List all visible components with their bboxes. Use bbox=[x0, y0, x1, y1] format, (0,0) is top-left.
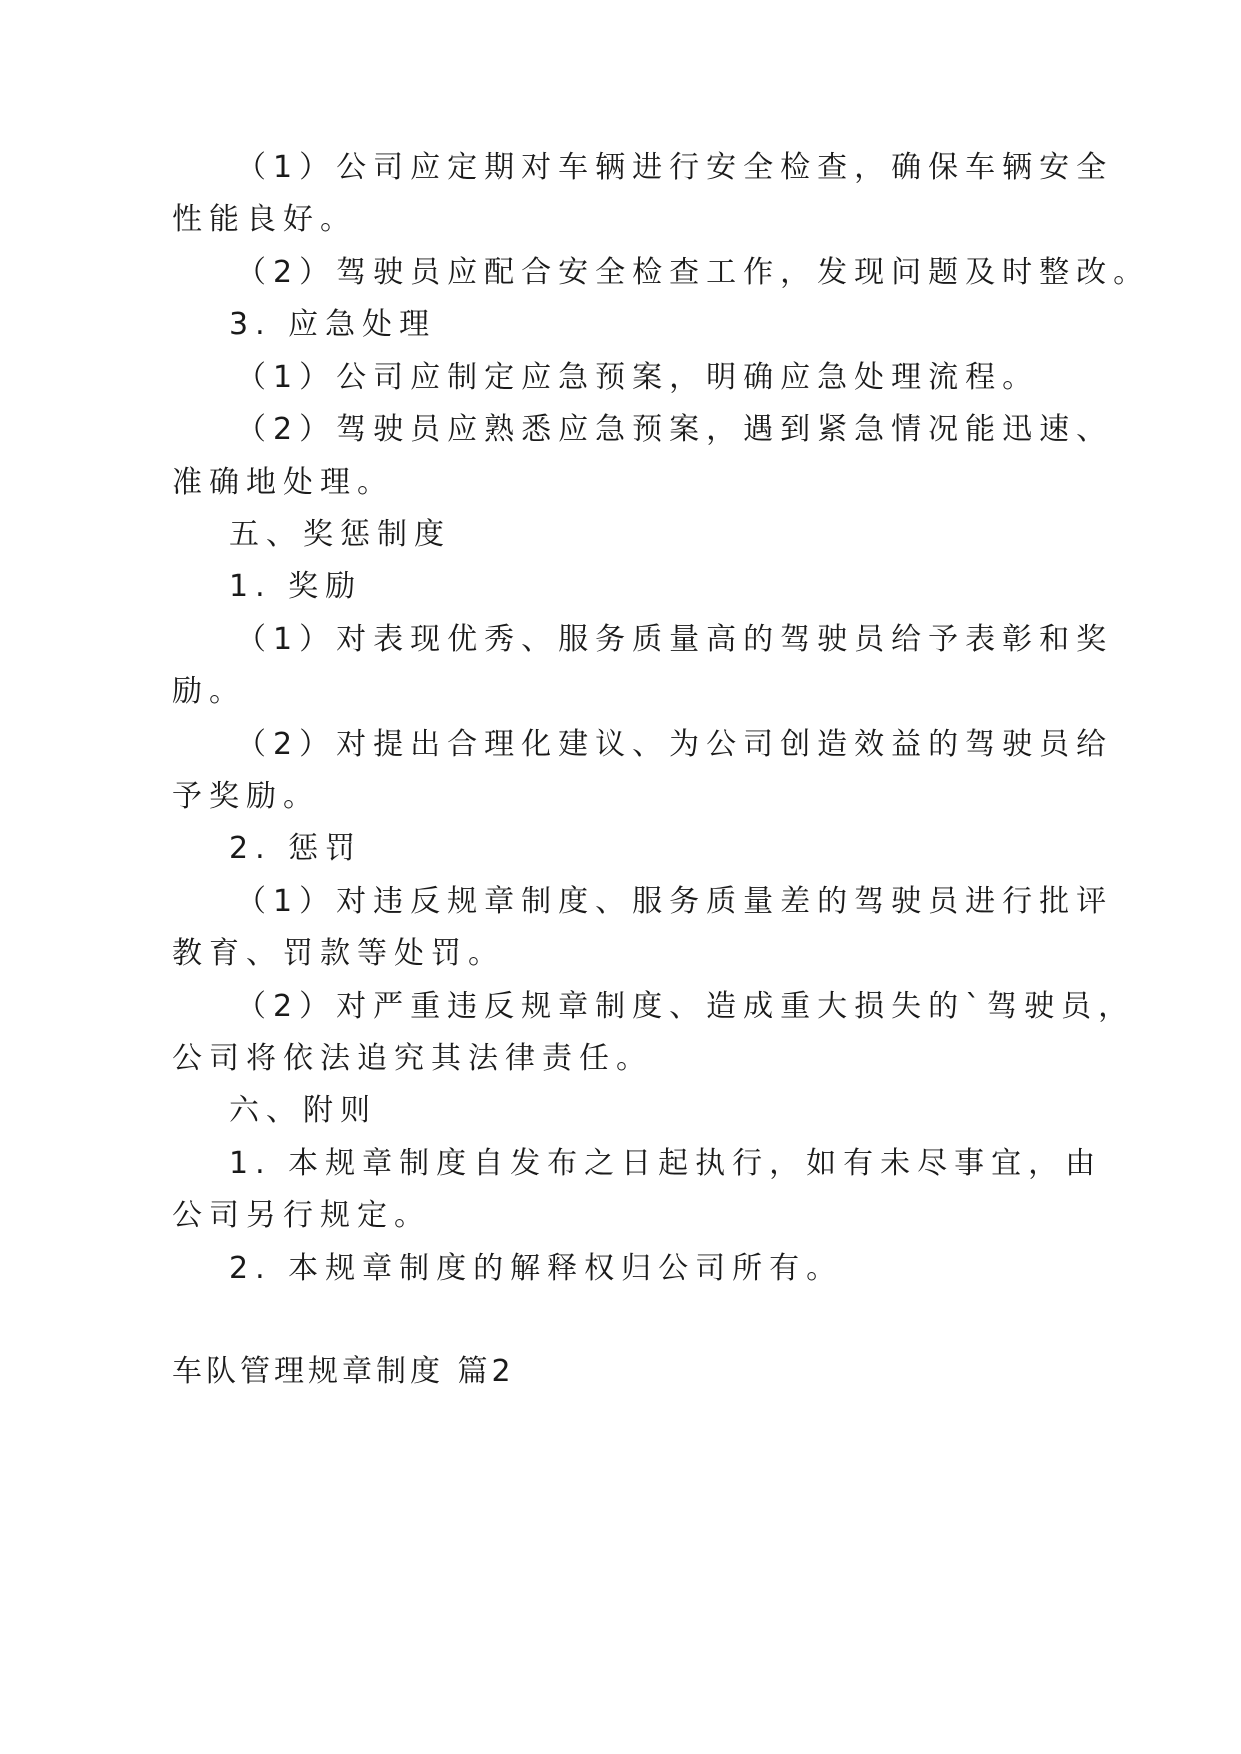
paragraph-line: （2）驾驶员应熟悉应急预案，遇到紧急情况能迅速、 bbox=[236, 412, 1114, 447]
next-section-title: 车队管理规章制度 篇2 bbox=[172, 1354, 515, 1389]
paragraph-line: 公司将依法追究其法律责任。 bbox=[172, 1041, 653, 1076]
paragraph-line: （2）驾驶员应配合安全检查工作，发现问题及时整改。 bbox=[236, 255, 1151, 290]
paragraph-line: 性能良好。 bbox=[172, 202, 357, 237]
paragraph-line: 公司另行规定。 bbox=[172, 1198, 431, 1233]
paragraph-line: （2）对提出合理化建议、为公司创造效益的驾驶员给 bbox=[236, 727, 1114, 762]
paragraph-line: （1）对违反规章制度、服务质量差的驾驶员进行批评 bbox=[236, 884, 1114, 919]
paragraph-line: 教育、罚款等处罚。 bbox=[172, 936, 505, 971]
paragraph-line: 2. 本规章制度的解释权归公司所有。 bbox=[229, 1251, 844, 1286]
paragraph-line: 予奖励。 bbox=[172, 779, 320, 814]
paragraph-line: 励。 bbox=[172, 674, 246, 709]
paragraph-line: （1）公司应定期对车辆进行安全检查，确保车辆安全 bbox=[236, 150, 1114, 185]
paragraph-line: 1. 本规章制度自发布之日起执行，如有未尽事宜，由 bbox=[229, 1146, 1103, 1181]
paragraph-line: 3. 应急处理 bbox=[229, 307, 437, 342]
paragraph-line: （1）对表现优秀、服务质量高的驾驶员给予表彰和奖 bbox=[236, 622, 1114, 657]
subsection-heading: 1. 奖励 bbox=[229, 569, 363, 604]
section-heading: 五、奖惩制度 bbox=[229, 517, 451, 552]
section-heading: 六、附则 bbox=[229, 1093, 377, 1128]
paragraph-line: （2）对严重违反规章制度、造成重大损失的`驾驶员， bbox=[236, 989, 1136, 1024]
subsection-heading: 2. 惩罚 bbox=[229, 831, 363, 866]
paragraph-line: 准确地处理。 bbox=[172, 465, 394, 500]
paragraph-line: （1）公司应制定应急预案，明确应急处理流程。 bbox=[236, 360, 1040, 395]
